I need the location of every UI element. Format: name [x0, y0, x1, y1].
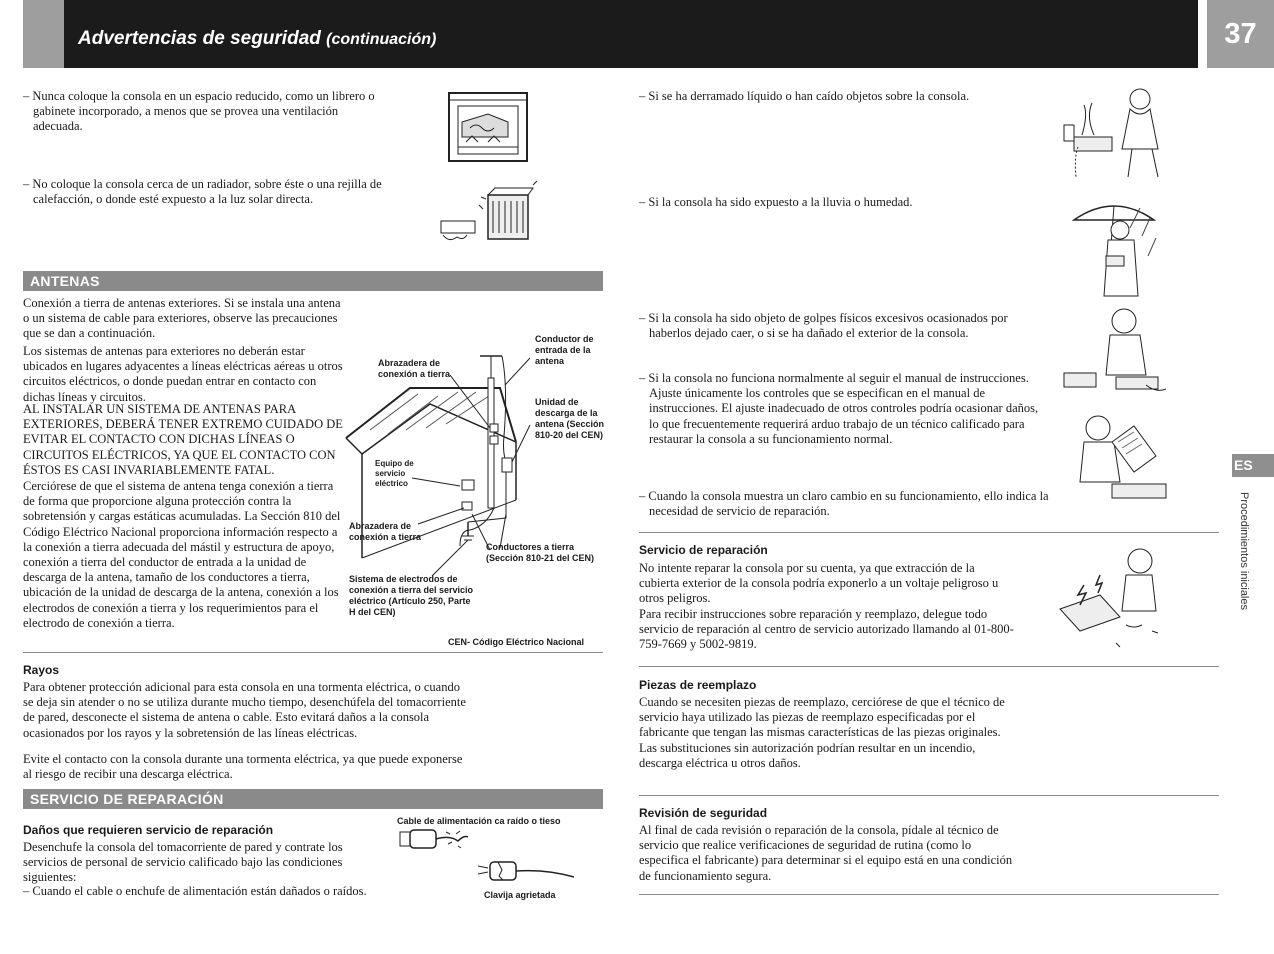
- servicio-reparacion-paragraph-1: No intente reparar la consola por su cuenta, ya que extracción de la cubierta exterior de la consola podría exponerlo a un voltaje peligroso u otros peligros.: [639, 561, 999, 606]
- label-conductor-entrada: Conductor de entrada de la antena: [535, 334, 594, 366]
- condition-rain-exposure: – Si la consola ha sido expuesto a la lluvia o humedad.: [639, 195, 913, 209]
- label-equipo-servicio: Equipo de servicio eléctrico: [375, 459, 414, 488]
- page-title: [78, 28, 436, 50]
- antenas-paragraph-3: AL INSTALAR UN SISTEMA DE ANTENAS PARA EXTERIORES, DEBERÁ TENER EXTREMO CUIDADO DE EVITAR EL CONTACTO CON DICHAS LÍNEAS O CIRCUITOS ELÉCTRICOS, YA QUE EL CONTACTO CON ÉSTOS ES CASI INVARIABLEMENTE FATAL.: [23, 402, 343, 477]
- servicio-reparacion-heading: Servicio de reparación: [639, 543, 768, 557]
- label-clavija-agrietada: Clavija agrietada: [484, 890, 556, 900]
- label-unidad-descarga: Unidad de descarga de la antena (Sección 810-20 del CEN): [535, 397, 605, 440]
- antenas-paragraph-2: Los sistemas de antenas para exteriores no deberán estar ubicados en lugares adyacentes a líneas eléctricas aéreas u otros circuitos eléctricos, o donde puedan entrar en contacto con dichas líneas y circuitos.: [23, 344, 343, 404]
- label-abrazadera-bottom: Abrazadera de conexión a tierra: [349, 521, 422, 542]
- danos-item-cable: – Cuando el cable o enchufe de alimentación están dañados o raídos.: [23, 884, 367, 898]
- divider: [639, 666, 1219, 667]
- antenas-paragraph-1: Conexión a tierra de antenas exteriores. Si se instala una antena o un sistema de cable para exteriores, observe las precauciones que se dan a continuación.: [23, 296, 341, 341]
- rayos-paragraph-2: Evite el contacto con la consola durante una tormenta eléctrica, ya que puede exponerse al riesgo de recibir una descarga eléctrica.: [23, 752, 463, 782]
- section-header-servicio: SERVICIO DE REPARACIÓN: [23, 789, 603, 809]
- radiator-illustration: [433, 183, 533, 248]
- bookcase-illustration: [448, 92, 530, 164]
- warning-enclosed-space: – Nunca coloque la consola en un espacio reducido, como un librero o gabinete incorporado, a menos que se provea una ventilación adecuada.: [23, 89, 375, 134]
- piezas-paragraph: Cuando se necesiten piezas de reemplazo, cerciórese de que el técnico de servicio haya utilizado las piezas de reemplazo especificadas por el fabricante que tengan las mismas características de las piezas originales. Las substituciones sin autorización podrían resultar en un incendio, descarga eléctrica u otros daños.: [639, 695, 1005, 770]
- label-cen-note: CEN- Código Eléctrico Nacional: [448, 637, 585, 647]
- condition-liquid-spilled: – Si se ha derramado líquido o han caído objetos sobre la consola.: [639, 89, 970, 103]
- label-abrazadera-top: Abrazadera de conexión a tierra: [378, 358, 451, 379]
- dropped-console-illustration: [1060, 305, 1170, 405]
- rayos-heading: Rayos: [23, 663, 60, 677]
- page-number: 37: [1207, 0, 1274, 68]
- revision-heading: Revisión de seguridad: [639, 806, 768, 820]
- divider: [639, 894, 1219, 895]
- damaged-plug-illustration: [398, 828, 578, 892]
- page-title-main: Advertencias de seguridad: [78, 28, 321, 49]
- warning-heat-source: – No coloque la consola cerca de un radiador, sobre éste o una rejilla de calefacción, o donde esté expuesto a la luz solar directa.: [23, 177, 382, 207]
- page-title-suffix: (continuación): [326, 31, 437, 48]
- label-cable-raido: Cable de alimentación ca raído o tieso: [397, 816, 561, 826]
- manual-reading-illustration: [1072, 412, 1172, 502]
- rayos-paragraph-1: Para obtener protección adicional para esta consola en una tormenta eléctrica, o cuando se deja sin atender o no se utiliza durante mucho tiempo, desenchúfela del tomacorriente de pared, desconecte el sistema de antena o cable. Esto evitará daños a la consola ocasionados por los rayos y la sobretensión de las líneas eléctricas.: [23, 680, 466, 740]
- label-conductores-tierra: Conductores a tierra (Sección 810-21 del CEN): [486, 542, 595, 563]
- piezas-heading: Piezas de reemplazo: [639, 678, 757, 692]
- repair-hazard-illustration: [1056, 545, 1166, 655]
- servicio-reparacion-paragraph-2: Para recibir instrucciones sobre reparación y reemplazo, delegue todo servicio de reparación al centro de servicio autorizado llamando al 01-800-759-7669 y 5002-9819.: [639, 607, 1014, 652]
- divider: [639, 532, 1219, 533]
- revision-paragraph: Al final de cada revisión o reparación de la consola, pídale al técnico de servicio que realice verificaciones de seguridad de rutina (como lo especifica el fabricante) para determinar si el equipo está en una condición de funcionamiento segura.: [639, 823, 1013, 883]
- danos-heading: Daños que requieren servicio de reparación: [23, 823, 274, 837]
- liquid-spill-illustration: [1060, 85, 1170, 185]
- condition-physical-damage: – Si la consola ha sido objeto de golpes físicos excesivos ocasionados por haberlos dejado caer, o si se ha dañado el exterior de la consola.: [639, 311, 1008, 341]
- language-tab: ES: [1232, 454, 1274, 477]
- label-sistema-electrodos: Sistema de electrodos de conexión a tierra del servicio eléctrico (Artículo 250, Parte H del CEN): [349, 574, 474, 617]
- section-header-antenas: ANTENAS: [23, 271, 603, 291]
- header-gray-tab: [23, 0, 64, 68]
- divider: [23, 652, 603, 653]
- danos-paragraph: Desenchufe la consola del tomacorriente de pared y contrate los servicios de personal de servicio calificado bajo las condiciones siguientes:: [23, 840, 343, 885]
- condition-performance-change: – Cuando la consola muestra un claro cambio en su funcionamiento, ello indica la necesidad de servicio de reparación.: [639, 489, 1049, 519]
- antenas-paragraph-4: Cerciórese de que el sistema de antena tenga conexión a tierra de forma que proporcione alguna protección contra la sobretensión y cargas estáticas acumuladas. La Sección 810 del Código Eléctrico Nacional proporciona información respecto a la conexión a tierra adecuada del mástil y estructura de apoyo, conexión a tierra del conductor de entrada a la unidad de descarga de la antena, tamaño de los conductores a tierra, ubicación de la unidad de descarga de la antena, conexión a los electrodos de conexión a tierra y los requerimientos para el electrodo de conexión a tierra.: [23, 479, 341, 630]
- divider: [639, 795, 1219, 796]
- condition-abnormal-operation: – Si la consola no funciona normalmente al seguir el manual de instrucciones. Ajuste únicamente los controles que se especifican en el manual de instrucciones. El ajuste inadecuado de otros controles podría ocasionar daños, lo que frecuentemente requerirá arduo trabajo de un técnico calificado para restaurar la consola a su funcionamiento normal.: [639, 371, 1039, 446]
- rain-exposure-illustration: [1070, 198, 1160, 298]
- section-tab-label: Procedimientos iniciales: [1238, 492, 1250, 610]
